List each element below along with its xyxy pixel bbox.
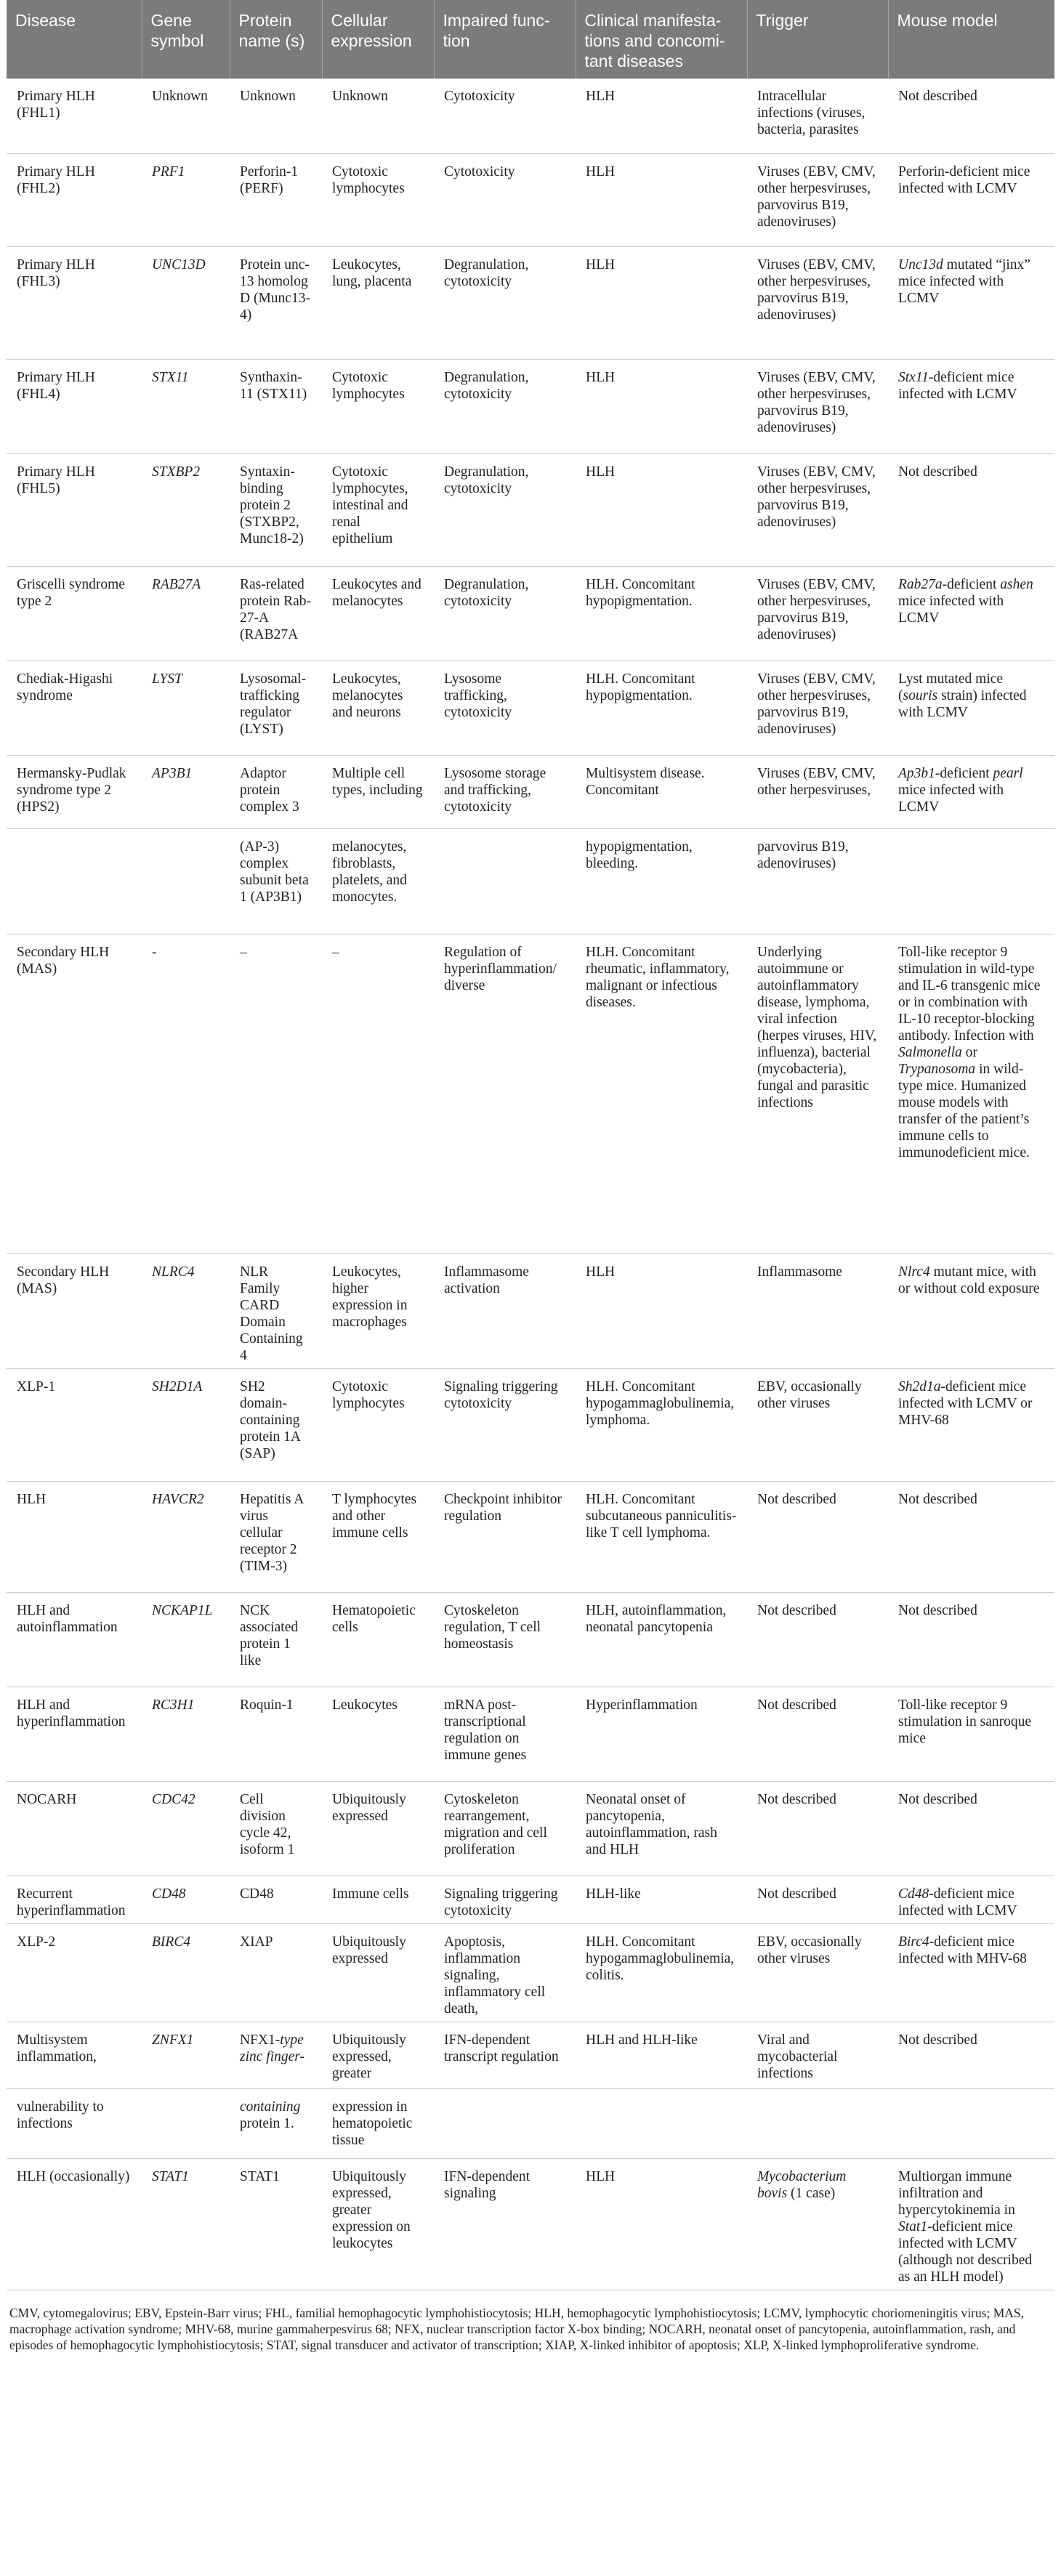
table-row xyxy=(7,1593,1054,1687)
table-row xyxy=(7,247,1054,360)
cell-clinical-manifestations: Neonatal onset of pancytopenia, autoinflammation, rash and HLH xyxy=(576,1782,747,1876)
cell-trigger: Not described xyxy=(747,1593,888,1687)
cell-protein-name: NCK associated protein 1 like xyxy=(230,1593,322,1687)
table-row xyxy=(7,829,1054,934)
cell-gene-symbol: - xyxy=(142,934,230,1254)
cell-trigger: Viruses (EBV, CMV, other herpesviruses, xyxy=(747,756,888,829)
cell-mouse-model: Multiorgan immune infiltration and hypercytokinemia in Stat1-deficient mice infected with LCMV (although not described as an HLH model) xyxy=(888,2159,1054,2290)
cell-gene-symbol: LYST xyxy=(142,661,230,756)
cell-mouse-model: Perforin-deficient mice infected with LCMV xyxy=(888,154,1054,247)
cell-mouse-model xyxy=(888,2089,1054,2159)
cell-protein-name: CD48 xyxy=(230,1876,322,1924)
cell-impaired-function: Checkpoint inhibitor regulation xyxy=(434,1482,576,1593)
header-mouse-model: Mouse model xyxy=(888,0,1054,78)
cell-mouse-model: Toll-like receptor 9 stimulation in wild-type and IL-6 transgenic mice or in combination with IL-10 receptor-blocking antibody. Infection with Salmonella or Trypanosoma in wild-type mice. Humanized mouse models with transfer of the patient’s immune cells to immunodeficient mice. xyxy=(888,934,1054,1254)
cell-gene-symbol xyxy=(142,2089,230,2159)
cell-protein-name: Roquin-1 xyxy=(230,1687,322,1782)
cell-mouse-model: Lyst mutated mice (souris strain) infected with LCMV xyxy=(888,661,1054,756)
cell-impaired-function: Signaling triggering cytotoxicity xyxy=(434,1369,576,1482)
cell-gene-symbol: RAB27A xyxy=(142,567,230,661)
cell-disease: Secondary HLH (MAS) xyxy=(7,934,142,1254)
cell-impaired-function: Signaling triggering cytotoxicity xyxy=(434,1876,576,1924)
cell-trigger: Mycobacterium bovis (1 case) xyxy=(747,2159,888,2290)
cell-cellular-expression: Cytotoxic lymphocytes xyxy=(322,1369,434,1482)
cell-mouse-model: Unc13d mutated “jinx” mice infected with LCMV xyxy=(888,247,1054,360)
cell-clinical-manifestations: HLH. Concomitant hypopigmentation. xyxy=(576,661,747,756)
cell-gene-symbol: STAT1 xyxy=(142,2159,230,2290)
cell-impaired-function: Degranulation, cytotoxicity xyxy=(434,247,576,360)
cell-impaired-function: IFN-dependent signaling xyxy=(434,2159,576,2290)
cell-protein-name: Synthaxin-11 (STX11) xyxy=(230,360,322,454)
cell-mouse-model xyxy=(888,829,1054,934)
cell-mouse-model: Not described xyxy=(888,454,1054,567)
cell-disease: XLP-2 xyxy=(7,1924,142,2022)
table-row xyxy=(7,1782,1054,1876)
cell-cellular-expression: Hematopoietic cells xyxy=(322,1593,434,1687)
cell-gene-symbol: RC3H1 xyxy=(142,1687,230,1782)
cell-trigger: Inflammasome xyxy=(747,1254,888,1369)
cell-gene-symbol: SH2D1A xyxy=(142,1369,230,1482)
cell-impaired-function: Inflammasome activation xyxy=(434,1254,576,1369)
cell-clinical-manifestations: HLH. Concomitant hypopigmentation. xyxy=(576,567,747,661)
document-page xyxy=(7,0,1054,2353)
cell-protein-name: XIAP xyxy=(230,1924,322,2022)
table-row xyxy=(7,360,1054,454)
table-row xyxy=(7,661,1054,756)
cell-mouse-model: Nlrc4 mutant mice, with or without cold exposure xyxy=(888,1254,1054,1369)
cell-protein-name: Cell division cycle 42, isoform 1 xyxy=(230,1782,322,1876)
table-row xyxy=(7,934,1054,1254)
cell-cellular-expression: Ubiquitously expressed, greater expression on leukocytes xyxy=(322,2159,434,2290)
header-gene-symbol: Gene symbol xyxy=(142,0,230,78)
cell-protein-name: NFX1-type zinc finger- xyxy=(230,2022,322,2089)
cell-gene-symbol: HAVCR2 xyxy=(142,1482,230,1593)
cell-cellular-expression: expression in hematopoietic tissue xyxy=(322,2089,434,2159)
cell-cellular-expression: Multiple cell types, including xyxy=(322,756,434,829)
cell-gene-symbol: NCKAP1L xyxy=(142,1593,230,1687)
cell-trigger: Viruses (EBV, CMV, other herpesviruses, parvovirus B19, adenoviruses) xyxy=(747,454,888,567)
cell-impaired-function: Lysosome trafficking, cytotoxicity xyxy=(434,661,576,756)
cell-gene-symbol: UNC13D xyxy=(142,247,230,360)
cell-disease: NOCARH xyxy=(7,1782,142,1876)
cell-clinical-manifestations: HLH xyxy=(576,360,747,454)
table-row xyxy=(7,2159,1054,2290)
cell-impaired-function: Regulation of hyperinflammation/ diverse xyxy=(434,934,576,1254)
cell-cellular-expression: Ubiquitously expressed xyxy=(322,1924,434,2022)
cell-trigger xyxy=(747,2089,888,2159)
cell-disease: HLH and hyperinflammation xyxy=(7,1687,142,1782)
table-row xyxy=(7,1482,1054,1593)
cell-impaired-function: Degranulation, cytotoxicity xyxy=(434,360,576,454)
cell-protein-name: NLR Family CARD Domain Containing 4 xyxy=(230,1254,322,1369)
cell-gene-symbol: AP3B1 xyxy=(142,756,230,829)
table-footnote: CMV, cytomegalovirus; EBV, Epstein-Barr virus; FHL, familial hemophagocytic lymphohistiocytosis; HLH, hemophagocytic lymphohistiocytosis; LCMV, lymphocytic choriomeningitis virus; MAS, macrophage activation syndrome; MHV-68, murine gammaherpesvirus 68; NFX, nuclear transcription factor X-box binding; NOCARH, neonatal onset of pancytopenia, autoinflammation, rash, and episodes of hemophagocytic lymphohistiocytosis; STAT, signal transducer and activator of transcription; XIAP, X-linked inhibitor of apoptosis; XLP, X-linked lymphoproliferative syndrome. xyxy=(9,2306,1025,2352)
cell-disease: XLP-1 xyxy=(7,1369,142,1482)
table-row xyxy=(7,1254,1054,1369)
cell-disease: Primary HLH (FHL4) xyxy=(7,360,142,454)
cell-clinical-manifestations: HLH-like xyxy=(576,1876,747,1924)
hlh-gene-table xyxy=(7,0,1054,2290)
cell-protein-name: – xyxy=(230,934,322,1254)
cell-clinical-manifestations: HLH. Concomitant hypogammaglobulinemia, colitis. xyxy=(576,1924,747,2022)
cell-cellular-expression: Ubiquitously expressed xyxy=(322,1782,434,1876)
cell-trigger: Viruses (EBV, CMV, other herpesviruses, parvovirus B19, adenoviruses) xyxy=(747,360,888,454)
table-row xyxy=(7,756,1054,829)
cell-trigger: parvovirus B19, adenoviruses) xyxy=(747,829,888,934)
cell-clinical-manifestations: HLH xyxy=(576,1254,747,1369)
cell-clinical-manifestations: HLH. Concomitant subcutaneous panniculitis-like T cell lymphoma. xyxy=(576,1482,747,1593)
cell-gene-symbol: Unknown xyxy=(142,78,230,154)
cell-mouse-model: Rab27a-deficient ashen mice infected with LCMV xyxy=(888,567,1054,661)
cell-disease: HLH and autoinflammation xyxy=(7,1593,142,1687)
cell-clinical-manifestations: HLH xyxy=(576,454,747,567)
cell-cellular-expression: Cytotoxic lymphocytes xyxy=(322,360,434,454)
table-row xyxy=(7,1924,1054,2022)
cell-impaired-function: Cytoskeleton regulation, T cell homeostasis xyxy=(434,1593,576,1687)
cell-trigger: Viruses (EBV, CMV, other herpesviruses, parvovirus B19, adenoviruses) xyxy=(747,567,888,661)
cell-impaired-function xyxy=(434,829,576,934)
cell-impaired-function: Degranulation, cytotoxicity xyxy=(434,567,576,661)
cell-gene-symbol: PRF1 xyxy=(142,154,230,247)
cell-cellular-expression: Leukocytes, melanocytes and neurons xyxy=(322,661,434,756)
cell-clinical-manifestations: HLH xyxy=(576,2159,747,2290)
cell-disease: HLH xyxy=(7,1482,142,1593)
cell-impaired-function: Cytotoxicity xyxy=(434,78,576,154)
cell-clinical-manifestations: HLH xyxy=(576,247,747,360)
cell-cellular-expression: Unknown xyxy=(322,78,434,154)
cell-clinical-manifestations: Hyperinflammation xyxy=(576,1687,747,1782)
cell-impaired-function: Degranulation, cytotoxicity xyxy=(434,454,576,567)
cell-protein-name: Unknown xyxy=(230,78,322,154)
table-row xyxy=(7,2022,1054,2089)
cell-disease xyxy=(7,829,142,934)
cell-gene-symbol: ZNFX1 xyxy=(142,2022,230,2089)
table-row xyxy=(7,78,1054,154)
cell-protein-name: SH2 domain-containing protein 1A (SAP) xyxy=(230,1369,322,1482)
table-body xyxy=(7,78,1054,2290)
cell-clinical-manifestations: HLH, autoinflammation, neonatal pancytopenia xyxy=(576,1593,747,1687)
cell-mouse-model: Toll-like receptor 9 stimulation in sanroque mice xyxy=(888,1687,1054,1782)
cell-disease: vulnerability to infections xyxy=(7,2089,142,2159)
cell-disease: HLH (occasionally) xyxy=(7,2159,142,2290)
cell-clinical-manifestations: Multisystem disease. Concomitant xyxy=(576,756,747,829)
cell-trigger: Viruses (EBV, CMV, other herpesviruses, parvovirus B19, adenoviruses) xyxy=(747,247,888,360)
table-row xyxy=(7,567,1054,661)
table-row xyxy=(7,1876,1054,1924)
cell-cellular-expression: T lymphocytes and other immune cells xyxy=(322,1482,434,1593)
cell-cellular-expression: Leukocytes and melanocytes xyxy=(322,567,434,661)
cell-impaired-function: Cytoskeleton rearrangement, migration and cell proliferation xyxy=(434,1782,576,1876)
cell-clinical-manifestations: HLH. Concomitant rheumatic, inflammatory, malignant or infectious diseases. xyxy=(576,934,747,1254)
cell-mouse-model: Cd48-deficient mice infected with LCMV xyxy=(888,1876,1054,1924)
cell-cellular-expression: Cytotoxic lymphocytes xyxy=(322,154,434,247)
cell-cellular-expression: Leukocytes, lung, placenta xyxy=(322,247,434,360)
cell-disease: Secondary HLH (MAS) xyxy=(7,1254,142,1369)
cell-trigger: Intracellular infections (viruses, bacteria, parasites xyxy=(747,78,888,154)
cell-protein-name: Hepatitis A virus cellular receptor 2 (TIM-3) xyxy=(230,1482,322,1593)
cell-disease: Griscelli syndrome type 2 xyxy=(7,567,142,661)
cell-impaired-function: mRNA post-transcriptional regulation on immune genes xyxy=(434,1687,576,1782)
cell-mouse-model: Sh2d1a-deficient mice infected with LCMV or MHV-68 xyxy=(888,1369,1054,1482)
cell-trigger: Viruses (EBV, CMV, other herpesviruses, parvovirus B19, adenoviruses) xyxy=(747,154,888,247)
cell-gene-symbol xyxy=(142,829,230,934)
cell-trigger: EBV, occasionally other viruses xyxy=(747,1924,888,2022)
cell-protein-name: containing protein 1. xyxy=(230,2089,322,2159)
cell-protein-name: Lysosomal-trafficking regulator (LYST) xyxy=(230,661,322,756)
header-protein-name: Protein name (s) xyxy=(230,0,322,78)
cell-cellular-expression: – xyxy=(322,934,434,1254)
cell-cellular-expression: melanocytes, fibroblasts, platelets, and monocytes. xyxy=(322,829,434,934)
cell-disease: Recurrent hyperinflammation xyxy=(7,1876,142,1924)
cell-gene-symbol: CDC42 xyxy=(142,1782,230,1876)
table-row xyxy=(7,1369,1054,1482)
cell-protein-name: Adaptor protein complex 3 xyxy=(230,756,322,829)
cell-mouse-model: Not described xyxy=(888,1482,1054,1593)
cell-gene-symbol: BIRC4 xyxy=(142,1924,230,2022)
cell-protein-name: (AP-3) complex subunit beta 1 (AP3B1) xyxy=(230,829,322,934)
table-row xyxy=(7,2089,1054,2159)
cell-mouse-model: Stx11-deficient mice infected with LCMV xyxy=(888,360,1054,454)
cell-disease: Primary HLH (FHL1) xyxy=(7,78,142,154)
cell-protein-name: Ras-related protein Rab-27-A (RAB27A xyxy=(230,567,322,661)
cell-protein-name: STAT1 xyxy=(230,2159,322,2290)
cell-disease: Primary HLH (FHL2) xyxy=(7,154,142,247)
cell-disease: Primary HLH (FHL3) xyxy=(7,247,142,360)
cell-mouse-model: Not described xyxy=(888,78,1054,154)
cell-clinical-manifestations: HLH xyxy=(576,154,747,247)
header-impaired-function: Impaired func- tion xyxy=(434,0,576,78)
cell-disease: Chediak-Higashi syndrome xyxy=(7,661,142,756)
cell-gene-symbol: NLRC4 xyxy=(142,1254,230,1369)
cell-trigger: Not described xyxy=(747,1687,888,1782)
cell-protein-name: Perforin-1 (PERF) xyxy=(230,154,322,247)
header-trigger: Trigger xyxy=(747,0,888,78)
cell-trigger: EBV, occasionally other viruses xyxy=(747,1369,888,1482)
cell-protein-name: Syntaxin-binding protein 2 (STXBP2, Munc18-2) xyxy=(230,454,322,567)
cell-gene-symbol: STXBP2 xyxy=(142,454,230,567)
cell-disease: Hermansky-Pudlak syndrome type 2 (HPS2) xyxy=(7,756,142,829)
cell-clinical-manifestations: hypopigmentation, bleeding. xyxy=(576,829,747,934)
cell-mouse-model: Ap3b1-deficient pearl mice infected with LCMV xyxy=(888,756,1054,829)
table-row xyxy=(7,454,1054,567)
cell-clinical-manifestations: HLH and HLH-like xyxy=(576,2022,747,2089)
header-clinical-manifestations: Clinical manifesta- tions and concomi- tant diseases xyxy=(576,0,747,78)
cell-cellular-expression: Immune cells xyxy=(322,1876,434,1924)
cell-cellular-expression: Ubiquitously expressed, greater xyxy=(322,2022,434,2089)
cell-disease: Primary HLH (FHL5) xyxy=(7,454,142,567)
table-row xyxy=(7,154,1054,247)
table-row xyxy=(7,1687,1054,1782)
cell-trigger: Underlying autoimmune or autoinflammatory disease, lymphoma, viral infection (herpes viruses, HIV, influenza), bacterial (mycobacteria), fungal and parasitic infections xyxy=(747,934,888,1254)
cell-trigger: Not described xyxy=(747,1482,888,1593)
cell-gene-symbol: STX11 xyxy=(142,360,230,454)
cell-mouse-model: Not described xyxy=(888,2022,1054,2089)
cell-clinical-manifestations: HLH. Concomitant hypogammaglobulinemia, lymphoma. xyxy=(576,1369,747,1482)
cell-cellular-expression: Leukocytes, higher expression in macrophages xyxy=(322,1254,434,1369)
cell-trigger: Viruses (EBV, CMV, other herpesviruses, parvovirus B19, adenoviruses) xyxy=(747,661,888,756)
header-cellular-expression: Cellular expression xyxy=(322,0,434,78)
cell-mouse-model: Not described xyxy=(888,1593,1054,1687)
cell-mouse-model: Not described xyxy=(888,1782,1054,1876)
cell-trigger: Not described xyxy=(747,1782,888,1876)
cell-disease: Multisystem inflammation, xyxy=(7,2022,142,2089)
cell-impaired-function: Apoptosis, inflammation signaling, inflammatory cell death, xyxy=(434,1924,576,2022)
table-header-row xyxy=(7,0,1054,78)
cell-gene-symbol: CD48 xyxy=(142,1876,230,1924)
cell-clinical-manifestations: HLH xyxy=(576,78,747,154)
cell-clinical-manifestations xyxy=(576,2089,747,2159)
cell-trigger: Not described xyxy=(747,1876,888,1924)
cell-impaired-function: Lysosome storage and trafficking, cytotoxicity xyxy=(434,756,576,829)
cell-trigger: Viral and mycobacterial infections xyxy=(747,2022,888,2089)
cell-cellular-expression: Leukocytes xyxy=(322,1687,434,1782)
cell-cellular-expression: Cytotoxic lymphocytes, intestinal and renal epithelium xyxy=(322,454,434,567)
cell-protein-name: Protein unc-13 homolog D (Munc13-4) xyxy=(230,247,322,360)
cell-impaired-function xyxy=(434,2089,576,2159)
header-disease: Disease xyxy=(7,0,142,78)
cell-impaired-function: IFN-dependent transcript regulation xyxy=(434,2022,576,2089)
cell-mouse-model: Birc4-deficient mice infected with MHV-68 xyxy=(888,1924,1054,2022)
cell-impaired-function: Cytotoxicity xyxy=(434,154,576,247)
